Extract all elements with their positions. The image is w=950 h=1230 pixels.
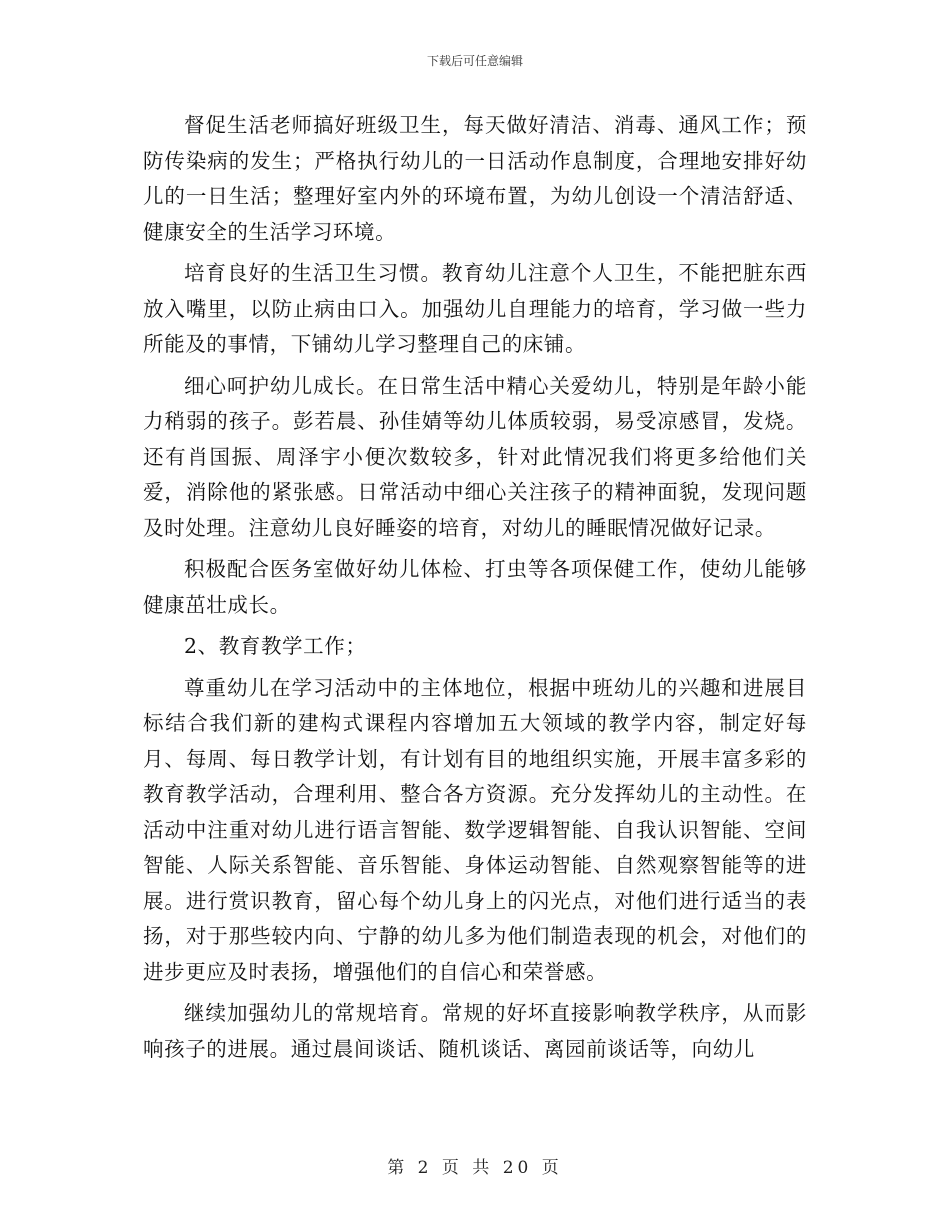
section-heading-teaching: 2、教育教学工作； [184, 634, 367, 658]
paragraph-care-growth: 细心呵护幼儿成长。在日常生活中精心关爱幼儿，特别是年龄小能力稍弱的孩子。彭若晨、孙佳婧等幼儿体质较弱，易受凉感冒，发烧。还有肖国振、周泽宇小便次数较多，针对此情况我们将更多给他们关爱，消除他的紧张感。日常活动中细心关注孩子的精神面貌，发现问题及时处理。注意幼儿良好睡姿的培育，对幼儿的睡眠情况做好记录。 [143, 373, 807, 540]
paragraph-teaching-work: 尊重幼儿在学习活动中的主体地位，根据中班幼儿的兴趣和进展目标结合我们新的建构式课程内容增加五大领域的教学内容，制定好每月、每周、每日教学计划，有计划有目的地组织实施，开展丰富多彩的教育教学活动，合理利用、整合各方资源。充分发挥幼儿的主动性。在活动中注重对幼儿进行语言智能、数学逻辑智能、自我认识智能、空间智能、人际关系智能、音乐智能、身体运动智能、自然观察智能等的进展。进行赏识教育，留心每个幼儿身上的闪光点，对他们进行适当的表扬，对于那些较内向、宁静的幼儿多为他们制造表现的机会，对他们的进步更应及时表扬，增强他们的自信心和荣誉感。 [143, 675, 807, 984]
header-note: 下载后可任意编辑 [426, 54, 523, 68]
paragraph-medical-cooperation: 积极配合医务室做好幼儿体检、打虫等各项保健工作，使幼儿能够健康茁壮成长。 [143, 557, 807, 617]
document-body [143, 108, 807, 1073]
paragraph-hygiene-habits: 培育良好的生活卫生习惯。教育幼儿注意个人卫生，不能把脏东西放入嘴里，以防止病由口入。加强幼儿自理能力的培育，学习做一些力所能及的事情，下铺幼儿学习整理自己的床铺。 [143, 261, 807, 356]
page-number-footer: 第 2 页 共 20 页 [387, 1158, 563, 1178]
paragraph-routine-training: 继续加强幼儿的常规培育。常规的好坏直接影响教学秩序，从而影响孩子的进展。通过晨间谈话、随机谈话、离园前谈话等，向幼儿 [143, 1001, 807, 1061]
paragraph-hygiene-supervision: 督促生活老师搞好班级卫生，每天做好清洁、消毒、通风工作；预防传染病的发生；严格执行幼儿的一日活动作息制度，合理地安排好幼儿的一日生活；整理好室内外的环境布置，为幼儿创设一个清洁舒适、健康安全的生活学习环境。 [143, 113, 807, 244]
